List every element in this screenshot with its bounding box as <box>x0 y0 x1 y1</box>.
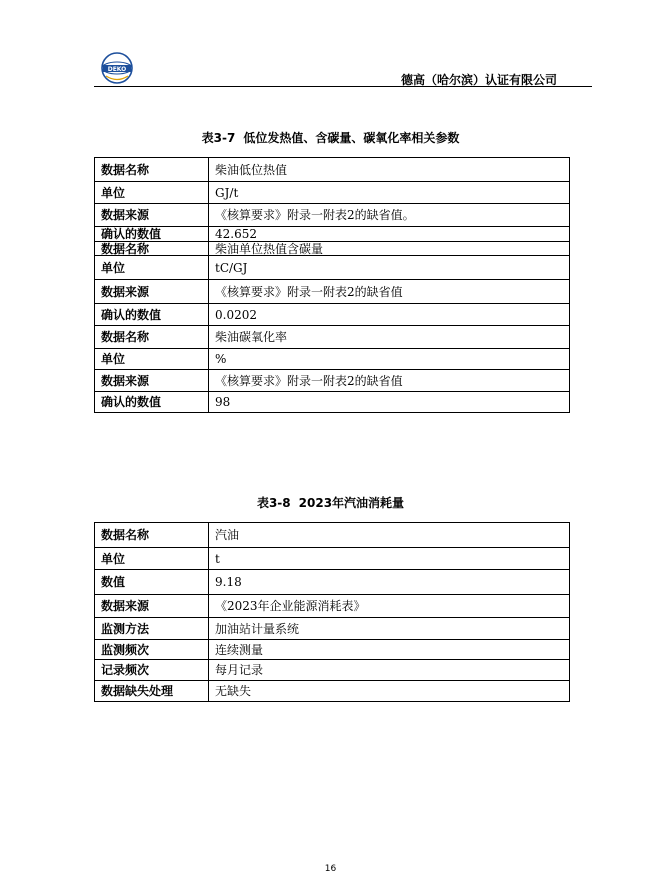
table-3-8-number: 表3-8 <box>256 496 291 510</box>
row-key: 数据来源 <box>95 370 209 392</box>
table-3-7-number: 表3-7 <box>201 131 236 145</box>
company-logo <box>100 52 134 84</box>
table-3-7-caption <box>0 129 661 146</box>
row-key: 数据缺失处理 <box>95 681 209 702</box>
table-row <box>95 548 570 570</box>
row-key: 数据名称 <box>95 158 209 182</box>
row-value: 42.652 <box>209 227 570 242</box>
row-key: 确认的数值 <box>95 392 209 413</box>
row-value: 柴油低位热值 <box>209 158 570 182</box>
table-3-7 <box>94 157 570 413</box>
row-key: 数据来源 <box>95 204 209 227</box>
row-key: 数据名称 <box>95 523 209 548</box>
row-value: 柴油碳氧化率 <box>209 326 570 349</box>
row-value: 《核算要求》附录一附表2的缺省值 <box>209 370 570 392</box>
row-value: t <box>209 548 570 570</box>
company-name: 德高（哈尔滨）认证有限公司 <box>400 73 557 87</box>
row-key: 确认的数值 <box>95 304 209 326</box>
table-row <box>95 523 570 548</box>
table-row <box>95 570 570 595</box>
row-value: 0.0202 <box>209 304 570 326</box>
table-row <box>95 280 570 304</box>
table-row <box>95 392 570 413</box>
row-key: 数值 <box>95 570 209 595</box>
row-key: 确认的数值 <box>95 227 209 242</box>
table-row <box>95 618 570 640</box>
table-row <box>95 349 570 370</box>
row-key: 单位 <box>95 256 209 280</box>
table-3-7-title: 低位发热值、含碳量、碳氧化率相关参数 <box>243 131 460 145</box>
table-row <box>95 370 570 392</box>
svg-text:DEKO: DEKO <box>107 65 127 73</box>
row-value: tC/GJ <box>209 256 570 280</box>
table-row <box>95 660 570 681</box>
row-value: 无缺失 <box>209 681 570 702</box>
row-key: 数据来源 <box>95 280 209 304</box>
row-value: 每月记录 <box>209 660 570 681</box>
table-row <box>95 326 570 349</box>
row-key: 单位 <box>95 182 209 204</box>
table-row <box>95 681 570 702</box>
table-row <box>95 640 570 660</box>
row-value: 加油站计量系统 <box>209 618 570 640</box>
table-3-8-title: 2023年汽油消耗量 <box>298 496 405 510</box>
row-key: 数据名称 <box>95 326 209 349</box>
row-value: 98 <box>209 392 570 413</box>
table-row <box>95 204 570 227</box>
row-key: 监测频次 <box>95 640 209 660</box>
row-value: 《核算要求》附录一附表2的缺省值 <box>209 280 570 304</box>
table-3-8 <box>94 522 570 702</box>
row-key: 单位 <box>95 349 209 370</box>
page-number: 16 <box>324 864 337 874</box>
table-3-8-caption <box>0 494 661 511</box>
header-divider <box>94 86 592 87</box>
row-key: 数据来源 <box>95 595 209 618</box>
row-value: 连续测量 <box>209 640 570 660</box>
table-row <box>95 182 570 204</box>
row-value: % <box>209 349 570 370</box>
row-value: 《2023年企业能源消耗表》 <box>209 595 570 618</box>
row-key: 监测方法 <box>95 618 209 640</box>
row-key: 数据名称 <box>95 242 209 256</box>
table-row <box>95 256 570 280</box>
row-key: 单位 <box>95 548 209 570</box>
table-row <box>95 304 570 326</box>
row-value: GJ/t <box>209 182 570 204</box>
row-key: 记录频次 <box>95 660 209 681</box>
row-value: 汽油 <box>209 523 570 548</box>
row-value: 9.18 <box>209 570 570 595</box>
table-row <box>95 595 570 618</box>
table-row <box>95 227 570 242</box>
table-row <box>95 158 570 182</box>
table-row <box>95 242 570 256</box>
row-value: 《核算要求》附录一附表2的缺省值。 <box>209 204 570 227</box>
row-value: 柴油单位热值含碳量 <box>209 242 570 256</box>
